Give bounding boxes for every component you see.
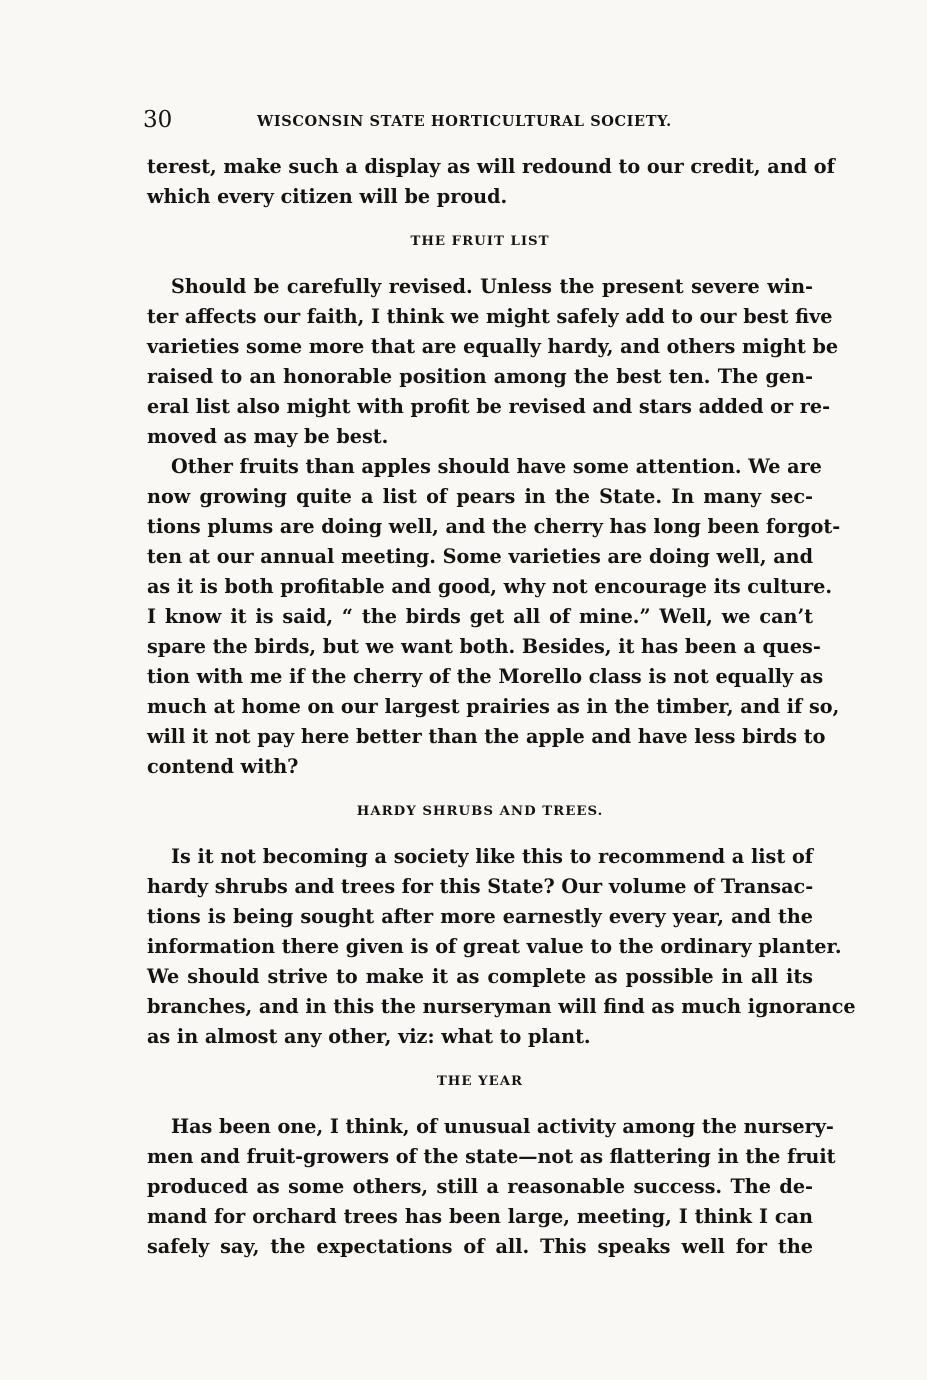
text-line: will it not pay here better than the apple and have less birds to (147, 725, 826, 748)
text-line: tion with me if the cherry of the Morello class is not equally as (147, 665, 824, 688)
text-line: produced as some others, still a reasonable success. The de- (147, 1175, 813, 1198)
text-line: safely say, the expectations of all. This speaks well for the (147, 1235, 813, 1258)
text-line: We should strive to make it as complete as possible in all its (147, 965, 813, 988)
text-line: spare the birds, but we want both. Besides, it has been a ques- (147, 635, 821, 658)
text-line: Has been one, I think, of unusual activity among the nursery- (171, 1115, 834, 1138)
text-line: raised to an honorable position among the best ten. The gen- (147, 365, 813, 388)
text-line: Other fruits than apples should have some attention. We are (171, 455, 822, 478)
text-line: information there given is of great value to the ordinary planter. (147, 935, 842, 958)
text-line: ter affects our faith, I think we might safely add to our best five (147, 305, 833, 328)
text-line: eral list also might with profit be revised and stars added or re- (147, 395, 831, 418)
the-year-section (147, 1112, 836, 1262)
running-title: WISCONSIN STATE HORTICULTURAL SOCIETY. (257, 113, 672, 130)
text-line: much at home on our largest prairies as in the timber, and if so, (147, 695, 840, 718)
text-line: now growing quite a list of pears in the State. In many sec- (147, 485, 813, 508)
text-line: branches, and in this the nurseryman will find as much ignorance (147, 995, 856, 1018)
text-line: terest, make such a display as will redound to our credit, and of (147, 155, 835, 178)
section-heading-fruit-list: THE FRUIT LIST (410, 234, 550, 249)
intro-paragraph (147, 152, 835, 212)
text-line: contend with? (147, 755, 299, 778)
hardy-shrubs-section (147, 842, 856, 1052)
text-line: Is it not becoming a society like this to recommend a list of (171, 845, 813, 868)
text-line: men and fruit-growers of the state—not as flattering in the fruit (147, 1145, 836, 1168)
text-line: Should be carefully revised. Unless the present severe win- (171, 275, 813, 298)
text-line: I know it is said, “ the birds get all of mine.” Well, we can’t (147, 605, 813, 628)
running-head (143, 100, 813, 134)
text-line: moved as may be best. (147, 425, 389, 448)
text-line: which every citizen will be proud. (147, 185, 508, 208)
text-line: as it is both profitable and good, why not encourage its culture. (147, 575, 833, 598)
text-line: varieties some more that are equally hardy, and others might be (147, 335, 839, 358)
text-line: ten at our annual meeting. Some varieties are doing well, and (147, 545, 813, 568)
text-line: mand for orchard trees has been large, meeting, I think I can (147, 1205, 813, 1228)
section-heading-the-year: THE YEAR (436, 1074, 524, 1089)
page-number: 30 (143, 107, 173, 133)
page-body (143, 100, 856, 1262)
text-line: tions is being sought after more earnestly every year, and the (147, 905, 813, 928)
section-heading-hardy-shrubs: HARDY SHRUBS AND TREES. (356, 804, 604, 819)
text-line: hardy shrubs and trees for this State? Our volume of Transac- (147, 875, 814, 898)
text-line: as in almost any other, viz: what to plant. (147, 1025, 591, 1048)
text-line: tions plums are doing well, and the cherry has long been forgot- (147, 515, 841, 538)
fruit-list-section (147, 272, 841, 782)
